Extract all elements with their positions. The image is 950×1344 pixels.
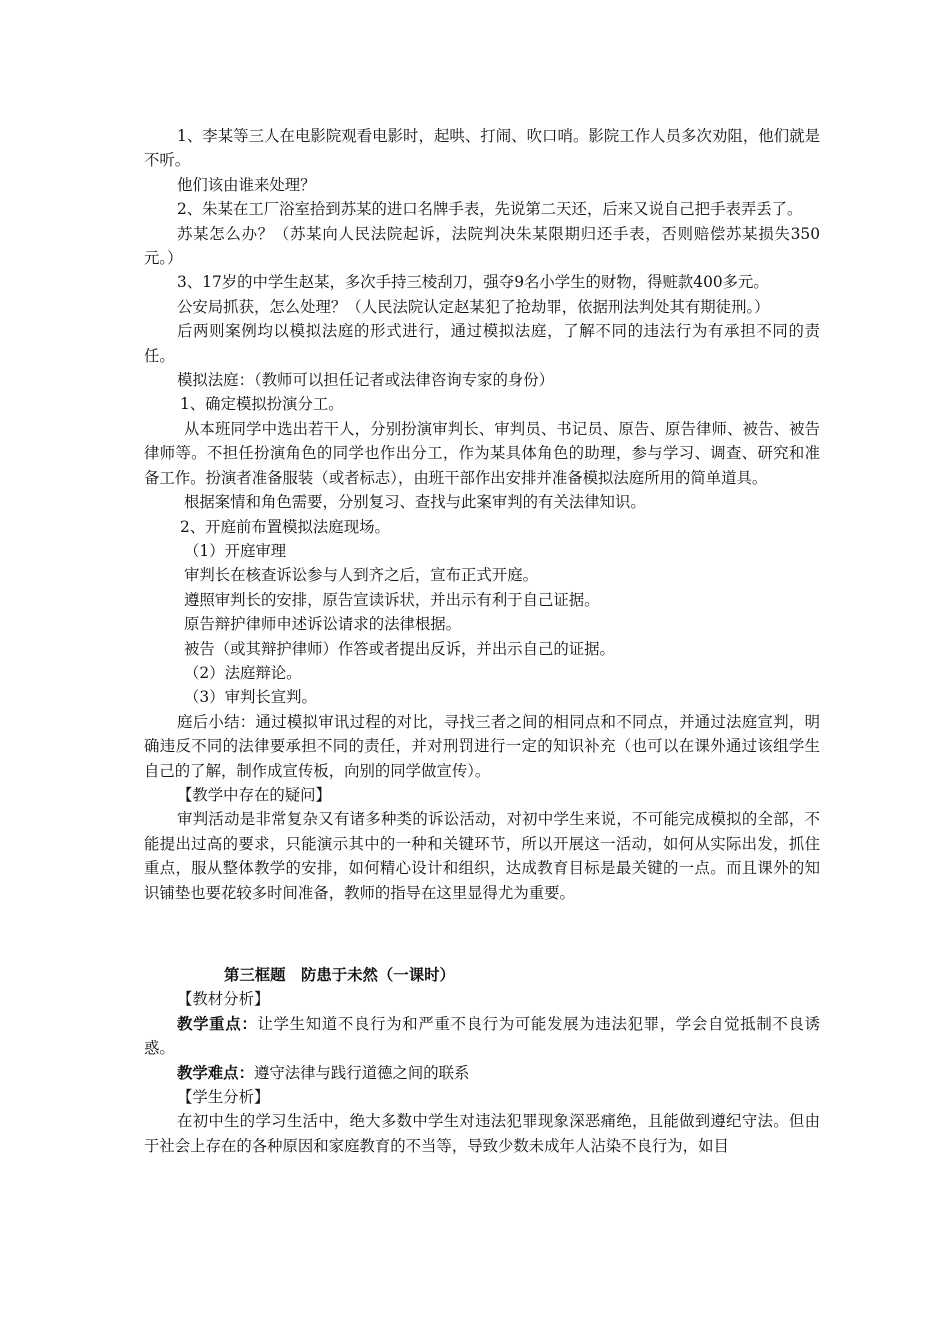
- sub-step-1: （1）开庭审理: [184, 541, 287, 560]
- sub-step-1-line-3: 原告辩护律师申述诉讼请求的法律根据。: [184, 615, 462, 634]
- case-2: 2、朱某在工厂浴室拾到苏某的进口名牌手表，先说第二天还，后来又说自己把手表弄丢了。: [177, 200, 803, 219]
- student-text: 在初中生的学习生活中，绝大多数中学生对违法犯罪现象深恶痛绝，且能做到遵纪守法。但由于社会上存在的各种原因和家庭教育的不当等，导致少数未成年人沾染不良行为，如目: [144, 1112, 820, 1155]
- case-3-question: 公安局抓获，怎么处理？（人民法院认定赵某犯了抢劫罪，依据刑法判处其有期徒刑。）: [177, 297, 770, 316]
- case-1: 1、李某等三人在电影院观看电影时，起哄、打闹、吹口哨。影院工作人员多次劝阻，他们就是不听。: [144, 127, 820, 170]
- sub-step-1-line-2: 遵照审判长的安排，原告宣读诉状，并出示有利于自己证据。: [184, 590, 600, 609]
- sub-step-1-line-1: 审判长在核查诉讼参与人到齐之后，宣布正式开庭。: [184, 566, 538, 585]
- document-body: [144, 124, 820, 1158]
- section-title: 第三框题 防患于未然（一课时）: [224, 966, 455, 984]
- case-2-question: 苏某怎么办？（苏某向人民法院起诉，法院判决朱某限期归还手表，否则赔偿苏某损失350元。）: [144, 224, 820, 268]
- student-heading: 【学生分析】: [177, 1088, 270, 1107]
- difficulty-point: [144, 1061, 820, 1085]
- step-1-text: 从本班同学中选出若干人，分别扮演审判长、审判员、书记员、原告、原告律师、被告、被告律师等。不担任扮演角色的同学也作出分工，作为某具体角色的助理，参与学习、调查、研究和准备工作。扮演者准备服装（或者标志），由班干部作出安排并准备模拟法庭所用的简单道具。: [144, 419, 820, 487]
- material-heading: 【教材分析】: [177, 990, 270, 1009]
- difficulty-label: 教学难点：: [177, 1063, 254, 1082]
- sub-step-2: （2）法庭辩论。: [184, 663, 302, 682]
- case-3: 3、17岁的中学生赵某，多次手持三棱刮刀，强夺9名小学生的财物，得赃款400多元。: [177, 273, 769, 292]
- step-1-prep: 根据案情和角色需要，分别复习、查找与此案审判的有关法律知识。: [184, 493, 646, 512]
- sub-step-3: （3）审判长宣判。: [184, 688, 317, 707]
- difficulty-text: 遵守法律与践行道德之间的联系: [253, 1063, 470, 1082]
- teaching-questions-heading: 【教学中存在的疑问】: [177, 785, 331, 804]
- post-court-summary: 庭后小结：通过模拟审讯过程的对比，寻找三者之间的相同点和不同点，并通过法庭宣判，明确违反不同的法律要承担不同的责任，并对刑罚进行一定的知识补充（也可以在课外通过该组学生自己的了解，制作成宣传板，向别的同学做宣传）。: [144, 712, 820, 780]
- mock-court-intro: 后两则案例均以模拟法庭的形式进行，通过模拟法庭，了解不同的违法行为有承担不同的责任。: [144, 322, 820, 365]
- sub-step-1-line-4: 被告（或其辩护律师）作答或者提出反诉，并出示自己的证据。: [184, 639, 615, 658]
- case-1-question: 他们该由谁来处理？: [177, 175, 316, 194]
- key-point-text: 让学生知道不良行为和严重不良行为可能发展为违法犯罪，学会自觉抵制不良诱惑。: [144, 1014, 820, 1058]
- teaching-questions-text: 审判活动是非常复杂又有诸多种类的诉讼活动，对初中学生来说，不可能完成模拟的全部，不能提出过高的要求，只能演示其中的一种和关键环节，所以开展这一活动，如何从实际出发，抓住重点，服从整体教学的安排，如何精心设计和组织，达成教育目标是最关键的一点。而且课外的知识铺垫也要花较多时间准备，教师的指导在这里显得尤为重要。: [144, 810, 820, 902]
- key-point-label: 教学重点：: [177, 1014, 258, 1033]
- mock-court-heading: 模拟法庭：（教师可以担任记者或法律咨询专家的身份）: [177, 371, 555, 390]
- section-gap: [144, 905, 820, 963]
- key-point: [144, 1012, 820, 1061]
- step-1-heading: 1、确定模拟扮演分工。: [180, 395, 344, 414]
- step-2-heading: 2、开庭前布置模拟法庭现场。: [180, 517, 390, 536]
